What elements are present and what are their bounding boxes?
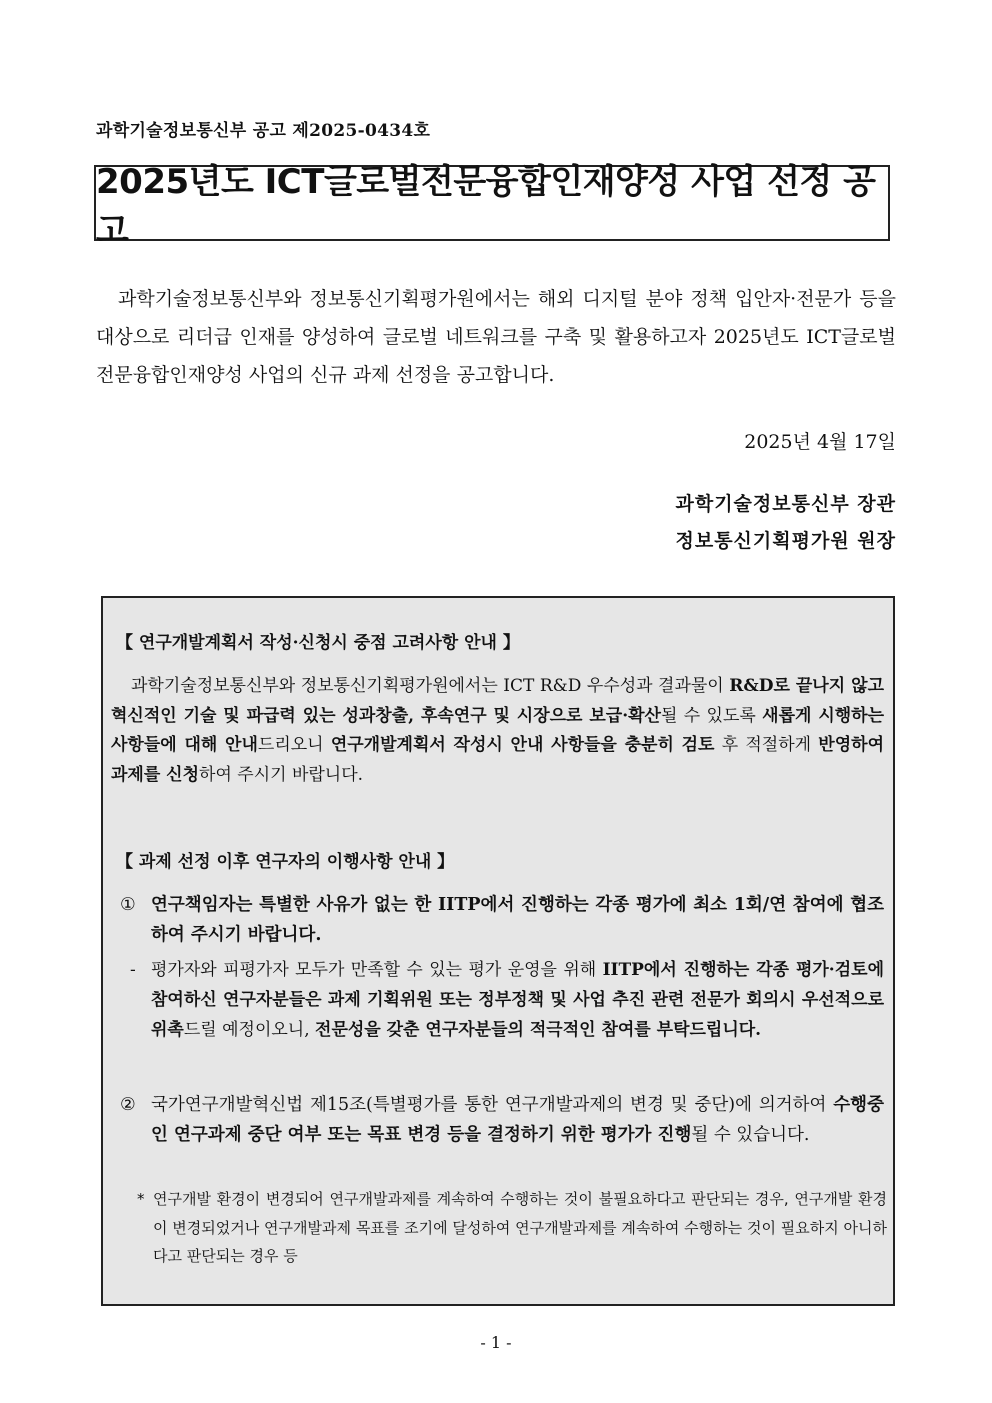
p1-text-c: 될 수 있도록 <box>660 705 763 726</box>
item-1-marker: ① <box>120 895 136 915</box>
item2-text-a: 국가연구개발혁신법 제15조(특별평가를 통한 연구개발과제의 변경 및 중단)에 의거하여 <box>151 1095 834 1115</box>
page-title: 2025년도 ICT글로벌전문융합인재양성 사업 선정 공고 <box>96 162 876 251</box>
subitem-1-marker: - <box>130 960 136 980</box>
footnote-marker: * <box>137 1190 145 1208</box>
item2-text-c: 될 수 있습니다. <box>691 1125 810 1145</box>
obligation-item-2 <box>120 1090 884 1150</box>
obligation-subitem-1 <box>130 955 884 1045</box>
p1-text-i: 하여 주시기 바랍니다. <box>199 764 364 785</box>
intro-paragraph: 과학기술정보통신부와 정보통신기획평가원에서는 해외 디지털 분야 정책 입안자·전문가 등을 대상으로 리더급 인재를 양성하여 글로벌 네트워크를 구축 및 활용하고자 2025년도 ICT글로벌전문융합인재양성 사업의 신규 과제 선정을 공고합니다. <box>96 288 896 386</box>
p1-text-f: 연구개발계획서 작성시 안내 사항들을 충분히 검토 <box>330 735 715 755</box>
signature-minister: 과학기술정보통신부 장관 <box>675 493 896 515</box>
footnote <box>137 1185 887 1271</box>
obligation-item-1 <box>120 890 884 950</box>
signature-president: 정보통신기획평가원 원장 <box>675 530 896 552</box>
item-1-text: 연구책임자는 특별한 사유가 없는 한 IITP에서 진행하는 각종 평가에 최소 1회/연 참여에 협조하여 주시기 바랍니다. <box>151 895 884 945</box>
p1-text-a: 과학기술정보통신부와 정보통신기획평가원에서는 ICT R&D 우수성과 결과물이 <box>131 676 730 696</box>
p1-text-d: 새롭게 시행하는 사항들에 대해 안내 <box>111 705 885 755</box>
item-2-marker: ② <box>120 1095 136 1115</box>
guidance-heading-2: 【 과제 선정 이후 연구자의 이행사항 안내 】 <box>116 852 455 872</box>
p1-text-e: 드리오니 <box>257 735 331 755</box>
guidance-heading-1: 【 연구개발계획서 작성·신청시 중점 고려사항 안내 】 <box>116 633 520 653</box>
item2-text-b: 수행중인 연구과제 중단 여부 또는 목표 변경 등을 결정하기 위한 평가가 진행 <box>151 1095 884 1145</box>
dash1-text-d: 전문성을 갖춘 연구자분들의 적극적인 참여를 부탁드립니다. <box>315 1020 762 1040</box>
dash1-text-c: 드릴 예정이오니, <box>183 1020 316 1040</box>
announcement-date: 2025년 4월 17일 <box>744 431 896 453</box>
p1-text-g: 후 적절하게 <box>714 735 819 755</box>
dash1-text-a: 평가자와 피평가자 모두가 만족할 수 있는 평가 운영을 위해 <box>151 960 603 980</box>
p1-text-h: 반영하여 과제를 신청 <box>111 735 884 785</box>
page-number: - 1 - <box>480 1333 512 1352</box>
title-box <box>94 162 890 251</box>
dash1-text-b: IITP에서 진행하는 각종 평가·검토에 참여하신 연구자분들은 과제 기획위원 또는 정부정책 및 사업 추진 관련 전문가 회의시 우선적으로 위촉 <box>151 960 884 1040</box>
p1-text-b: R&D로 끝나지 않고 혁신적인 기술 및 파급력 있는 성과창출, 후속연구 및 시장으로 보급·확산 <box>111 676 884 726</box>
notice-number: 과학기술정보통신부 공고 제2025-0434호 <box>96 121 431 141</box>
footnote-text: 연구개발 환경이 변경되어 연구개발과제를 계속하여 수행하는 것이 불필요하다고 판단되는 경우, 연구개발 환경이 변경되었거나 연구개발과제 목표를 조기에 달성하여 연구개발과제를 계속하여 수행하는 것이 필요하지 아니하다고 판단되는 경우 등 <box>153 1190 887 1265</box>
guidance-paragraph-1 <box>111 672 884 790</box>
